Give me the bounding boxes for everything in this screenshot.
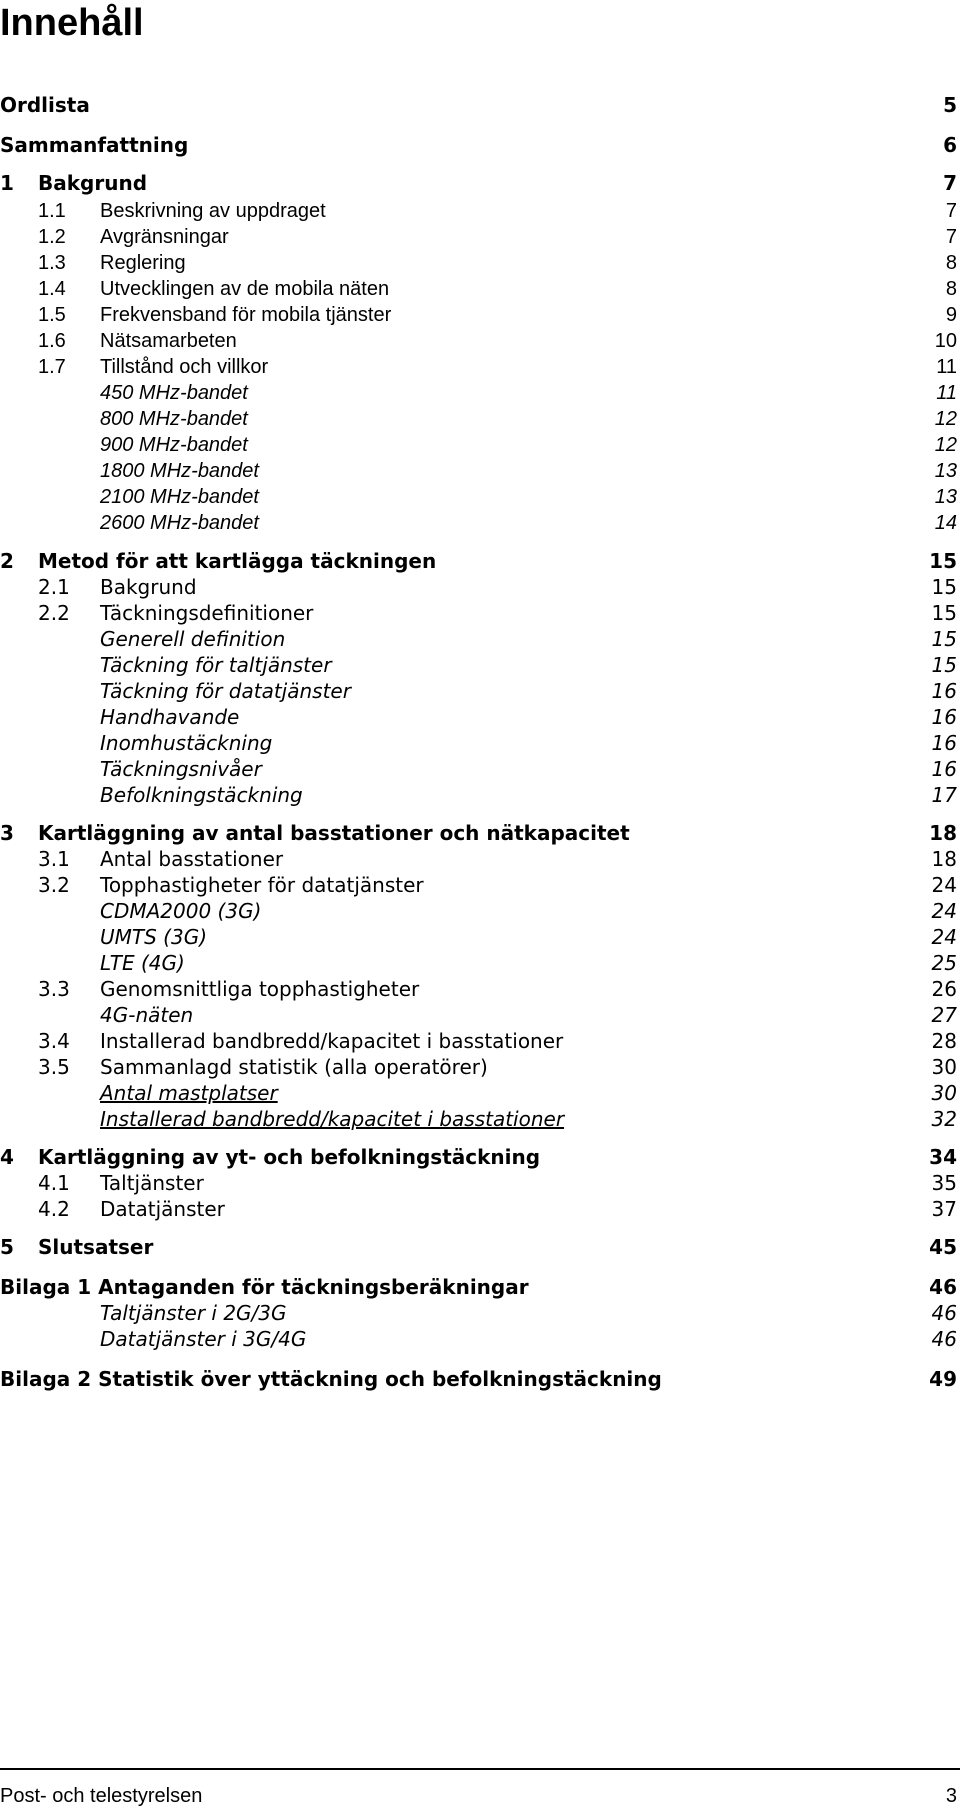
toc-entry-page: 46 (929, 1275, 957, 1299)
toc-entry-number: 3.1 (38, 847, 70, 871)
footer-divider (0, 1768, 960, 1770)
toc-entry-page: 13 (934, 486, 957, 508)
toc-entry-label: Kartläggning av yt- och befolkningstäckning (38, 1145, 541, 1169)
toc-entry-page: 27 (931, 1003, 957, 1027)
footer-publisher: Post- och telestyrelsen (0, 1785, 203, 1807)
toc-entry-label: Sammanfattning (0, 133, 189, 157)
toc-entry-label: Täckningsdefinitioner (100, 601, 314, 625)
toc-entry-label: Inomhustäckning (100, 731, 273, 755)
toc-entry-page: 24 (931, 925, 957, 949)
toc-entry-label: Täckning för taltjänster (100, 653, 332, 677)
toc-entry-page: 16 (931, 757, 957, 781)
toc-entry-page: 11 (936, 356, 957, 378)
toc-entry-page: 30 (931, 1081, 957, 1105)
toc-entry-label: Bilaga 1 Antaganden för täckningsberäkningar (0, 1275, 529, 1299)
toc-entry-label: Antal basstationer (100, 847, 284, 871)
toc-entry-label: Sammanlagd statistik (alla operatörer) (100, 1055, 488, 1079)
toc-entry-label: Taltjänster (100, 1171, 204, 1195)
toc-entry-number: 3.3 (38, 977, 70, 1001)
toc-entry-label: Installerad bandbredd/kapacitet i basstationer (100, 1029, 564, 1053)
toc-entry-page: 8 (945, 278, 957, 300)
toc-entry-label: Bilaga 2 Statistik över yttäckning och befolkningstäckning (0, 1367, 662, 1391)
toc-entry-label: 2600 MHz-bandet (100, 512, 259, 534)
toc-entry[interactable] (0, 130, 957, 160)
toc-entry-page: 45 (929, 1235, 957, 1259)
toc-entry-label: Kartläggning av antal basstationer och nätkapacitet (38, 821, 630, 845)
toc-entry-page: 37 (931, 1197, 957, 1221)
toc-entry-page: 7 (945, 200, 957, 222)
toc-entry-page: 28 (931, 1029, 957, 1053)
toc-entry-page: 10 (934, 330, 957, 352)
toc-entry-label: 450 MHz-bandet (100, 382, 248, 404)
toc-entry-label: Avgränsningar (100, 226, 229, 248)
toc-entry[interactable] (0, 1104, 957, 1134)
toc-entry-number: 1.3 (38, 252, 66, 274)
toc-entry-page: 34 (929, 1145, 957, 1169)
toc-entry-page: 15 (931, 575, 957, 599)
toc-entry-label: Tillstånd och villkor (100, 356, 269, 378)
toc-entry-number: 1.6 (38, 330, 66, 352)
toc-entry-page: 15 (931, 627, 957, 651)
toc-entry-number: 4.1 (38, 1171, 70, 1195)
toc-entry-label: 4G-näten (100, 1003, 194, 1027)
toc-entry[interactable] (0, 1232, 957, 1262)
toc-entry-number: 1 (0, 171, 14, 195)
toc-entry[interactable] (0, 90, 957, 120)
toc-entry-label: CDMA2000 (3G) (100, 899, 262, 923)
toc-entry-page: 9 (945, 304, 957, 326)
toc-entry-label: Bakgrund (100, 575, 197, 599)
toc-entry-label: Täckning för datatjänster (100, 679, 351, 703)
toc-entry-number: 1.4 (38, 278, 66, 300)
toc-entry-page: 7 (945, 226, 957, 248)
toc-entry-page: 14 (934, 512, 957, 534)
toc-entry-number: 4 (0, 1145, 14, 1169)
toc-entry-label: UMTS (3G) (100, 925, 207, 949)
toc-entry-label: Beskrivning av uppdraget (100, 200, 326, 222)
toc-entry-page: 24 (931, 873, 957, 897)
toc-entry[interactable] (0, 508, 957, 538)
toc-entry-number: 4.2 (38, 1197, 70, 1221)
toc-entry-label: 900 MHz-bandet (100, 434, 248, 456)
toc-entry-page: 46 (931, 1327, 957, 1351)
toc-entry-number: 1.2 (38, 226, 66, 248)
toc-entry-page: 49 (929, 1367, 957, 1391)
toc-entry-number: 1.1 (38, 200, 66, 222)
toc-entry-number: 1.7 (38, 356, 66, 378)
toc-entry-label: Täckningsnivåer (100, 757, 262, 781)
toc-entry-number: 3 (0, 821, 14, 845)
toc-entry-page: 18 (931, 847, 957, 871)
toc-entry-label: Slutsatser (38, 1235, 154, 1259)
toc-entry-number: 2.1 (38, 575, 70, 599)
toc-entry-label: Handhavande (100, 705, 240, 729)
toc-entry-page: 17 (931, 783, 957, 807)
toc-entry-page: 6 (943, 133, 957, 157)
toc-entry-label: 800 MHz-bandet (100, 408, 248, 430)
toc-entry-page: 13 (934, 460, 957, 482)
toc-entry-page: 8 (945, 252, 957, 274)
toc-entry-label: Nätsamarbeten (100, 330, 237, 352)
toc-entry-page: 32 (931, 1107, 957, 1131)
toc-entry-page: 16 (931, 731, 957, 755)
toc-entry-page: 35 (931, 1171, 957, 1195)
toc-entry[interactable] (0, 168, 957, 198)
toc-entry-label: Frekvensband för mobila tjänster (100, 304, 392, 326)
toc-entry-label: Datatjänster (100, 1197, 225, 1221)
toc-entry-page: 24 (931, 899, 957, 923)
toc-entry-page: 12 (934, 408, 957, 430)
toc-entry-number: 1.5 (38, 304, 66, 326)
toc-entry-page: 25 (931, 951, 957, 975)
toc-entry-label: 1800 MHz-bandet (100, 460, 259, 482)
toc-entry-label: Antal mastplatser (100, 1081, 278, 1105)
toc-entry-number: 2.2 (38, 601, 70, 625)
toc-entry-label: Reglering (100, 252, 186, 274)
toc-entry-page: 18 (929, 821, 957, 845)
footer-page-number: 3 (945, 1785, 957, 1807)
toc-entry[interactable] (0, 1194, 957, 1224)
toc-entry-label: LTE (4G) (100, 951, 185, 975)
page-title: Innehåll (0, 2, 144, 44)
toc-entry[interactable] (0, 1364, 957, 1394)
toc-entry-page: 15 (931, 653, 957, 677)
toc-entry-page: 7 (943, 171, 957, 195)
toc-entry-page: 12 (934, 434, 957, 456)
toc-entry-label: Topphastigheter för datatjänster (100, 873, 424, 897)
toc-entry-page: 16 (931, 679, 957, 703)
toc-entry-number: 3.5 (38, 1055, 70, 1079)
toc-entry-label: Ordlista (0, 93, 90, 117)
toc-entry-page: 11 (936, 382, 957, 404)
toc-entry-page: 5 (943, 93, 957, 117)
toc-entry-page: 16 (931, 705, 957, 729)
toc-entry-label: Genomsnittliga topphastigheter (100, 977, 420, 1001)
toc-entry-label: Metod för att kartlägga täckningen (38, 549, 437, 573)
toc-entry-number: 2 (0, 549, 14, 573)
toc-entry-label: Bakgrund (38, 171, 148, 195)
toc-entry-page: 30 (931, 1055, 957, 1079)
toc-entry-label: Taltjänster i 2G/3G (100, 1301, 287, 1325)
toc-entry-label: Datatjänster i 3G/4G (100, 1327, 307, 1351)
toc-entry-page: 46 (931, 1301, 957, 1325)
toc-entry-label: 2100 MHz-bandet (100, 486, 259, 508)
toc-entry-label: Installerad bandbredd/kapacitet i basstationer (100, 1107, 565, 1131)
toc-entry-number: 3.4 (38, 1029, 70, 1053)
page-footer (0, 1781, 957, 1811)
toc-entry-number: 5 (0, 1235, 14, 1259)
toc-entry-label: Befolkningstäckning (100, 783, 303, 807)
toc-entry-label: Utvecklingen av de mobila näten (100, 278, 390, 300)
toc-entry[interactable] (0, 1324, 957, 1354)
toc-entry-label: Generell definition (100, 627, 286, 651)
toc-entry-page: 26 (931, 977, 957, 1001)
toc-entry-page: 15 (929, 549, 957, 573)
toc-entry[interactable] (0, 780, 957, 810)
toc-entry-page: 15 (931, 601, 957, 625)
toc-entry-number: 3.2 (38, 873, 70, 897)
